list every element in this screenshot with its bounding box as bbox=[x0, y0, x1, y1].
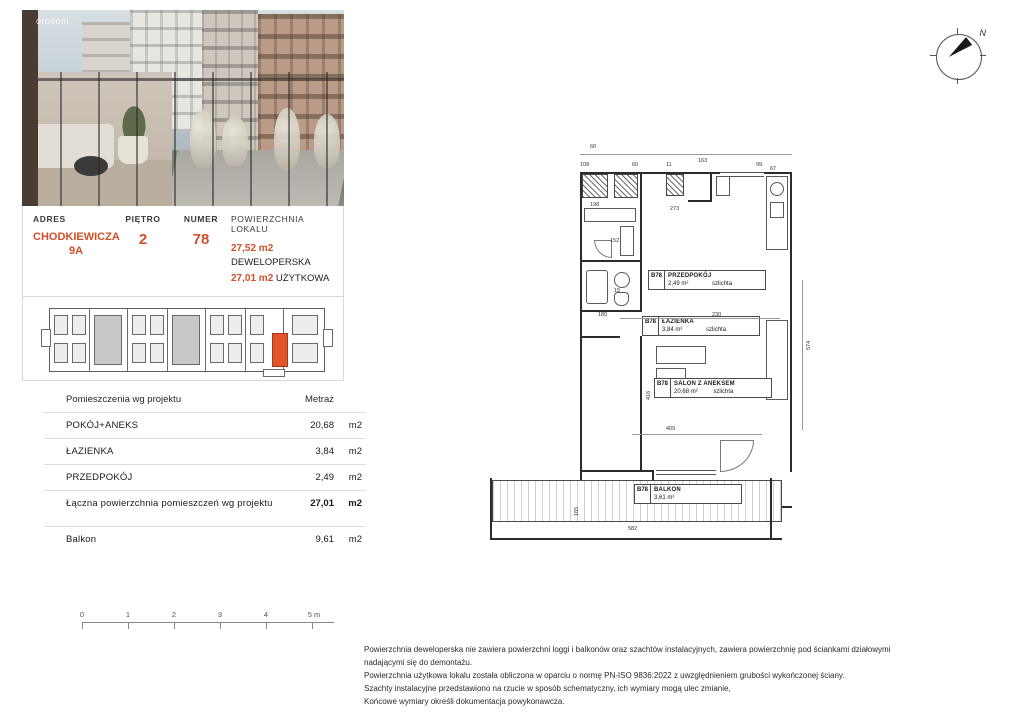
wardrobe-fixture bbox=[620, 226, 634, 256]
compass-tick bbox=[930, 55, 936, 56]
room-title: ŁAZIENKA bbox=[662, 319, 694, 325]
dimension-label-vertical: 574 bbox=[806, 340, 812, 350]
compass-tick bbox=[957, 28, 958, 34]
room-area: 3,84 bbox=[315, 446, 334, 457]
room-title: BALKON bbox=[654, 487, 681, 493]
table-row bbox=[44, 526, 366, 552]
sink-fixture bbox=[614, 272, 630, 288]
room-unit: m2 bbox=[348, 534, 362, 545]
room-area-value: 20,68 m² bbox=[674, 389, 698, 396]
room-unit: m2 bbox=[348, 420, 362, 431]
scale-tick bbox=[128, 623, 129, 629]
meta-bar bbox=[22, 206, 344, 297]
wall-partition bbox=[580, 260, 642, 262]
room-area: 2,49 bbox=[315, 472, 334, 483]
room-label-salon bbox=[654, 378, 772, 398]
meta-area-label: POWIERZCHNIA LOKALU bbox=[231, 214, 304, 234]
wall-shaft bbox=[710, 172, 712, 202]
toilet-fixture bbox=[614, 292, 629, 306]
footer-line-2: nadającymi się do demontażu. bbox=[364, 657, 473, 667]
photo-watermark: otodom bbox=[36, 16, 70, 26]
scale-label: 0 bbox=[79, 610, 85, 619]
table-row bbox=[44, 412, 366, 438]
meta-address-line1: CHODKIEWICZA bbox=[33, 231, 120, 243]
key-plan-unit bbox=[54, 315, 68, 335]
meta-number bbox=[171, 214, 231, 250]
room-label-przedpokoj bbox=[648, 270, 766, 290]
room-metrics bbox=[292, 472, 362, 483]
wall-partition bbox=[640, 172, 642, 262]
scale-labels bbox=[79, 610, 334, 622]
room-code: B78 bbox=[643, 317, 659, 335]
meta-address-label: ADRES bbox=[33, 214, 66, 224]
dimension-label: 180 bbox=[598, 312, 608, 318]
footer-line-1: Powierzchnia deweloperska nie zawiera powierzchni loggi i balkonów oraz szachtów instalacyjnych, zawiera powierzchnię pod ściankami działowymi bbox=[364, 645, 891, 654]
room-label-lazienka bbox=[642, 316, 760, 336]
balcony-wall-left bbox=[490, 478, 492, 540]
meta-number-value: 78 bbox=[192, 231, 210, 248]
dimension-line bbox=[620, 318, 780, 319]
rooms-table bbox=[44, 394, 366, 552]
table-row-total bbox=[44, 490, 366, 516]
fridge-fixture bbox=[716, 176, 730, 196]
key-plan-unit bbox=[72, 343, 86, 363]
dimension-label: 198 bbox=[590, 202, 600, 208]
meta-floor-value: 2 bbox=[138, 231, 148, 248]
scale-tick bbox=[82, 623, 83, 629]
meta-area-developer bbox=[231, 241, 333, 271]
bathtub-fixture bbox=[586, 270, 608, 304]
scale-label: 4 bbox=[263, 610, 269, 619]
meta-area-usable-value: 27,01 m2 bbox=[231, 272, 274, 284]
table-row bbox=[44, 438, 366, 464]
room-finish: szlichta bbox=[713, 389, 734, 396]
room-finish: szlichta bbox=[706, 327, 727, 334]
key-plan-unit bbox=[250, 343, 264, 363]
room-area-finish bbox=[662, 326, 726, 334]
key-plan-highlighted-unit bbox=[272, 333, 288, 367]
scale-tick bbox=[312, 623, 313, 629]
room-area-value: 3,84 m² bbox=[662, 327, 683, 334]
wall-partition bbox=[580, 310, 642, 312]
dimension-label: 108 bbox=[580, 162, 590, 168]
footer-line-4: Szachty instalacyjne przedstawiono na rzucie w sposób schematyczny, ich wymiary mogą ulec zmianie, bbox=[364, 683, 731, 693]
wall-shaft bbox=[688, 200, 712, 202]
shaft-hatch bbox=[582, 174, 608, 198]
room-name: Łączna powierzchnia pomieszczeń wg projektu bbox=[66, 498, 273, 509]
meta-area bbox=[231, 214, 333, 286]
sofa-fixture bbox=[656, 346, 706, 364]
key-plan-balcony bbox=[263, 369, 285, 377]
room-metrics bbox=[292, 420, 362, 431]
building-key-plan bbox=[22, 297, 344, 381]
room-label-body bbox=[671, 379, 738, 397]
room-area: 27,01 bbox=[310, 498, 334, 509]
key-plan-unit-gray bbox=[94, 315, 122, 365]
balcony-door-swing bbox=[720, 440, 754, 472]
dimension-label: 273 bbox=[670, 206, 680, 212]
meta-address-line2: 9A bbox=[68, 244, 84, 257]
scale-label: 5 m bbox=[307, 610, 321, 619]
dimension-label: 60 bbox=[590, 144, 597, 150]
dimension-line bbox=[802, 280, 803, 430]
key-plan-unit bbox=[150, 315, 164, 335]
room-metrics bbox=[292, 446, 362, 457]
dimension-label-vertical: 165 bbox=[574, 506, 580, 516]
key-plan-unit bbox=[132, 343, 146, 363]
sink-fixture bbox=[770, 202, 784, 218]
room-area-finish bbox=[668, 280, 732, 288]
room-area: 9,61 bbox=[315, 534, 334, 545]
balcony-wall-right bbox=[770, 478, 772, 540]
room-title: SALON Z ANEKSEM bbox=[674, 381, 735, 387]
room-area: 20,68 bbox=[310, 420, 334, 431]
meta-area-usable-suffix: UŻYTKOWA bbox=[275, 272, 330, 284]
meta-number-label: NUMER bbox=[183, 214, 219, 224]
wall-partition bbox=[580, 336, 620, 338]
meta-address bbox=[33, 214, 120, 259]
key-plan-unit bbox=[228, 343, 242, 363]
compass-ring bbox=[936, 34, 982, 80]
wall-partition bbox=[640, 260, 642, 312]
shaft-hatch bbox=[666, 174, 684, 196]
dimension-label-vertical: 416 bbox=[646, 390, 652, 400]
room-metrics bbox=[292, 534, 362, 545]
room-title: PRZEDPOKÓJ bbox=[668, 273, 712, 279]
key-plan-unit bbox=[210, 343, 224, 363]
key-plan-outline bbox=[49, 308, 325, 372]
key-plan-unit bbox=[72, 315, 86, 335]
balcony-wall-bottom bbox=[490, 538, 782, 540]
scale-tick bbox=[266, 623, 267, 629]
room-area-value: 2,49 m² bbox=[668, 281, 689, 288]
key-plan-unit bbox=[150, 343, 164, 363]
room-code: B78 bbox=[655, 379, 671, 397]
room-unit: m2 bbox=[348, 446, 362, 457]
key-plan-balcony bbox=[323, 329, 333, 347]
wall-right bbox=[790, 172, 792, 472]
room-code: B78 bbox=[635, 485, 651, 503]
compass-tick bbox=[957, 78, 958, 84]
meta-floor-label: PIĘTRO bbox=[125, 214, 161, 224]
key-plan-unit-gray bbox=[172, 315, 200, 365]
dimension-label: 67 bbox=[770, 166, 777, 172]
room-label-balkon bbox=[634, 484, 742, 504]
key-plan-unit bbox=[210, 315, 224, 335]
key-plan-unit bbox=[250, 315, 264, 335]
dimension-line bbox=[580, 154, 792, 155]
left-info-card bbox=[22, 10, 362, 619]
room-name: PRZEDPOKÓJ bbox=[66, 472, 133, 483]
room-area-finish bbox=[654, 494, 681, 502]
key-plan-unit bbox=[292, 315, 318, 335]
window bbox=[656, 470, 716, 475]
room-code: B78 bbox=[649, 271, 665, 289]
table-row bbox=[44, 464, 366, 490]
key-plan-balcony bbox=[41, 329, 51, 347]
scale-tick bbox=[220, 623, 221, 629]
room-name: Balkon bbox=[66, 534, 97, 545]
dimension-label: 99 bbox=[756, 162, 763, 168]
property-photo bbox=[22, 10, 344, 206]
rooms-table-header bbox=[44, 394, 366, 412]
room-unit: m2 bbox=[348, 498, 362, 509]
dimension-label: 230 bbox=[712, 312, 722, 318]
compass-north-label: N bbox=[979, 28, 986, 38]
dimension-label: 15 bbox=[614, 288, 621, 294]
compass-tick bbox=[980, 55, 986, 56]
wall-left bbox=[580, 172, 582, 508]
key-plan-unit bbox=[292, 343, 318, 363]
cooktop-fixture bbox=[770, 182, 784, 196]
room-metrics bbox=[292, 498, 362, 509]
dimension-line bbox=[632, 434, 762, 435]
room-finish: szlichta bbox=[712, 281, 733, 288]
closet-fixture bbox=[584, 208, 636, 222]
meta-area-usable bbox=[231, 271, 333, 286]
meta-area-developer-value: 27,52 m2 bbox=[231, 243, 274, 254]
room-name: POKÓJ+ANEKS bbox=[66, 420, 139, 431]
key-plan-unit bbox=[54, 343, 68, 363]
room-label-body bbox=[651, 485, 684, 503]
dimension-label: 409 bbox=[666, 426, 676, 432]
room-label-body bbox=[665, 271, 735, 289]
key-plan-unit bbox=[132, 315, 146, 335]
dimension-label: 163 bbox=[698, 158, 708, 164]
window bbox=[720, 172, 764, 177]
scale-bar bbox=[79, 610, 334, 634]
room-unit: m2 bbox=[348, 472, 362, 483]
photo-balcony-rail bbox=[22, 72, 344, 206]
room-label-body bbox=[659, 317, 729, 335]
shaft-hatch bbox=[614, 174, 638, 198]
compass-icon bbox=[928, 26, 988, 86]
wall-bottom-inner bbox=[580, 470, 654, 472]
rooms-table-header-left: Pomieszczenia wg projektu bbox=[66, 394, 182, 405]
scale-label: 1 bbox=[125, 610, 131, 619]
dimension-label: 11 bbox=[666, 162, 672, 168]
room-area-finish bbox=[674, 388, 735, 396]
floor-plan bbox=[470, 140, 950, 560]
scale-label: 2 bbox=[171, 610, 177, 619]
photo-column bbox=[22, 10, 38, 206]
meta-area-developer-suffix: DEWELOPERSKA bbox=[231, 257, 311, 269]
dimension-label: 60 bbox=[632, 162, 639, 168]
dimension-label: 152 bbox=[610, 238, 620, 244]
key-plan-unit bbox=[228, 315, 242, 335]
scale-tick bbox=[174, 623, 175, 629]
footer-line-5: Końcowe wymiary określi dokumentacja powykonawcza. bbox=[364, 696, 565, 706]
scale-label: 3 bbox=[217, 610, 223, 619]
wall-partition bbox=[640, 336, 642, 472]
footer-line-3: Powierzchnia użytkowa lokalu została obliczona w oparciu o normę PN-ISO 9836:2022 z uwzględnieniem grubości wykończonej ściany. bbox=[364, 670, 845, 680]
room-area-value: 3,61 m² bbox=[654, 495, 675, 502]
rooms-table-header-right: Metraż bbox=[304, 394, 334, 405]
dimension-label: 582 bbox=[628, 526, 638, 532]
room-name: ŁAZIENKA bbox=[66, 446, 114, 457]
footer-notes bbox=[364, 644, 994, 709]
meta-floor bbox=[115, 214, 171, 250]
scale-ruler bbox=[82, 622, 334, 634]
